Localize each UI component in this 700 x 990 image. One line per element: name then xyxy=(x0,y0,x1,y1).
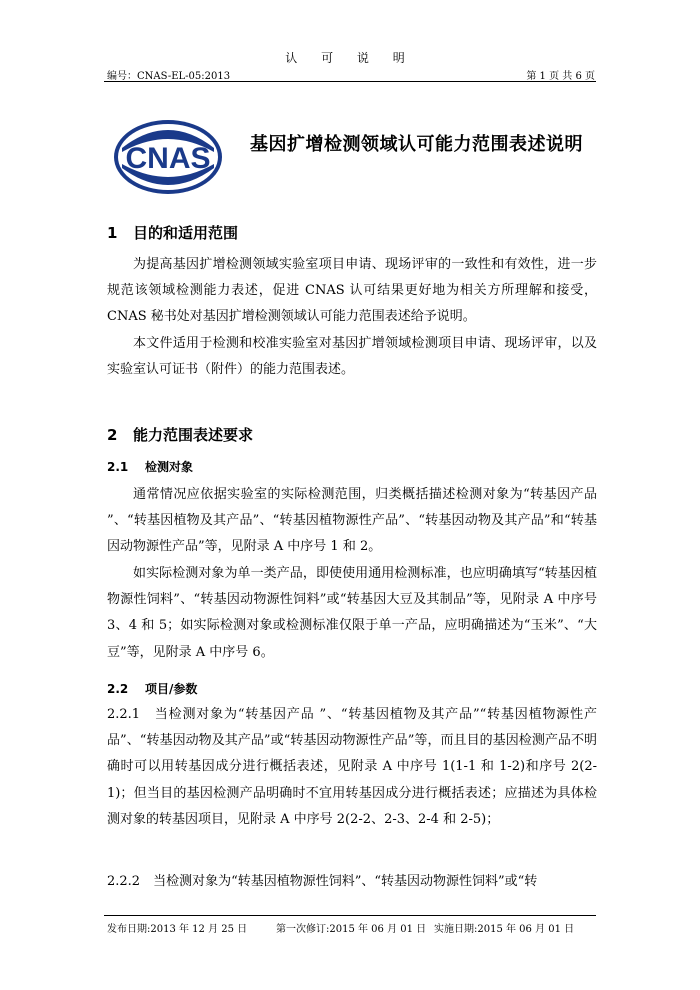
subsection-title: 检测对象 xyxy=(145,460,194,474)
effective-date: 实施日期:2015 年 06 月 01 日 xyxy=(434,924,575,935)
section-number: 2 xyxy=(107,426,118,444)
section-1-heading xyxy=(107,222,238,243)
subsection-number: 2.2 xyxy=(107,682,129,696)
section-2-2-heading xyxy=(107,680,197,697)
section-title: 目的和适用范围 xyxy=(133,224,239,242)
document-title: 基因扩增检测领域认可能力范围表述说明 xyxy=(250,134,583,155)
cnas-logo xyxy=(112,118,224,196)
header-title: 认 可 说 明 xyxy=(285,51,415,65)
footer-divider xyxy=(104,915,596,916)
section-title: 能力范围表述要求 xyxy=(133,426,254,444)
section-2-2-2-line: 2.2.2 当检测对象为“转基因植物源性饲料”、“转基因动物源性饲料”或“转 xyxy=(107,874,538,889)
section-2-1-paragraph-2: 如实际检测对象为单一类产品，即使使用通用检测标准，也应明确填写“转基因植物源性饲料”、“转基因动物源性饲料”或“转基因大豆及其制品”等，见附录 A 中序号 3、4 和 5；如实际检测对象或检测标准仅限于单一产品，应明确描述为“玉米”、“大豆”等，见附录 A 中序号 6。 xyxy=(107,566,597,660)
subsection-number: 2.1 xyxy=(107,460,129,474)
section-1-paragraph-1: 为提高基因扩增检测领域实验室项目申请、现场评审的一致性和有效性，进一步规范该领域检测能力表述，促进 CNAS 认可结果更好地为相关方所理解和接受，CNAS 秘书处对基因扩增检测领域认可能力范围表述给予说明。 xyxy=(107,257,597,325)
section-2-2-1-paragraph: 2.2.1 当检测对象为“转基因产品 ”、“转基因植物及其产品”“转基因植物源性产品”、“转基因动物及其产品”或“转基因动物源性产品”等，而且目的基因检测产品不明确时可以用转基因成分进行概括表述，见附录 A 中序号 1(1-1 和 1-2)和序号 2(2-1)；但当目的基因检测产品明确时不宜用转基因成分进行概括表述；应描述为具体检测对象的转基因项目，见附录 A 中序号 2(2-2、2-3、2-4 和 2-5)； xyxy=(107,707,597,827)
section-2-1-paragraph-1: 通常情况应依据实验室的实际检测范围，归类概括描述检测对象为“转基因产品 ”、“转基因植物及其产品”、“转基因植物源性产品”、“转基因动物及其产品”和“转基因动物源性产品”等，见附录 A 中序号 1 和 2。 xyxy=(107,487,597,555)
doc-number: 编号：CNAS-EL-05:2013 xyxy=(107,71,231,82)
section-1-paragraph-2: 本文件适用于检测和校准实验室对基因扩增领域检测项目申请、现场评审，以及实验室认可证书（附件）的能力范围表述。 xyxy=(107,336,597,378)
header-divider xyxy=(104,81,596,82)
section-2-1-heading xyxy=(107,458,193,475)
page-info: 第 1 页 共 6 页 xyxy=(526,71,595,82)
logo-text: CNAS xyxy=(125,142,211,175)
issue-date: 发布日期:2013 年 12 月 25 日 xyxy=(107,924,248,935)
subsection-title: 项目/参数 xyxy=(145,682,198,696)
section-number: 1 xyxy=(107,224,118,242)
section-2-heading xyxy=(107,424,253,445)
first-revision-date: 第一次修订:2015 年 06 月 01 日 xyxy=(276,924,427,935)
